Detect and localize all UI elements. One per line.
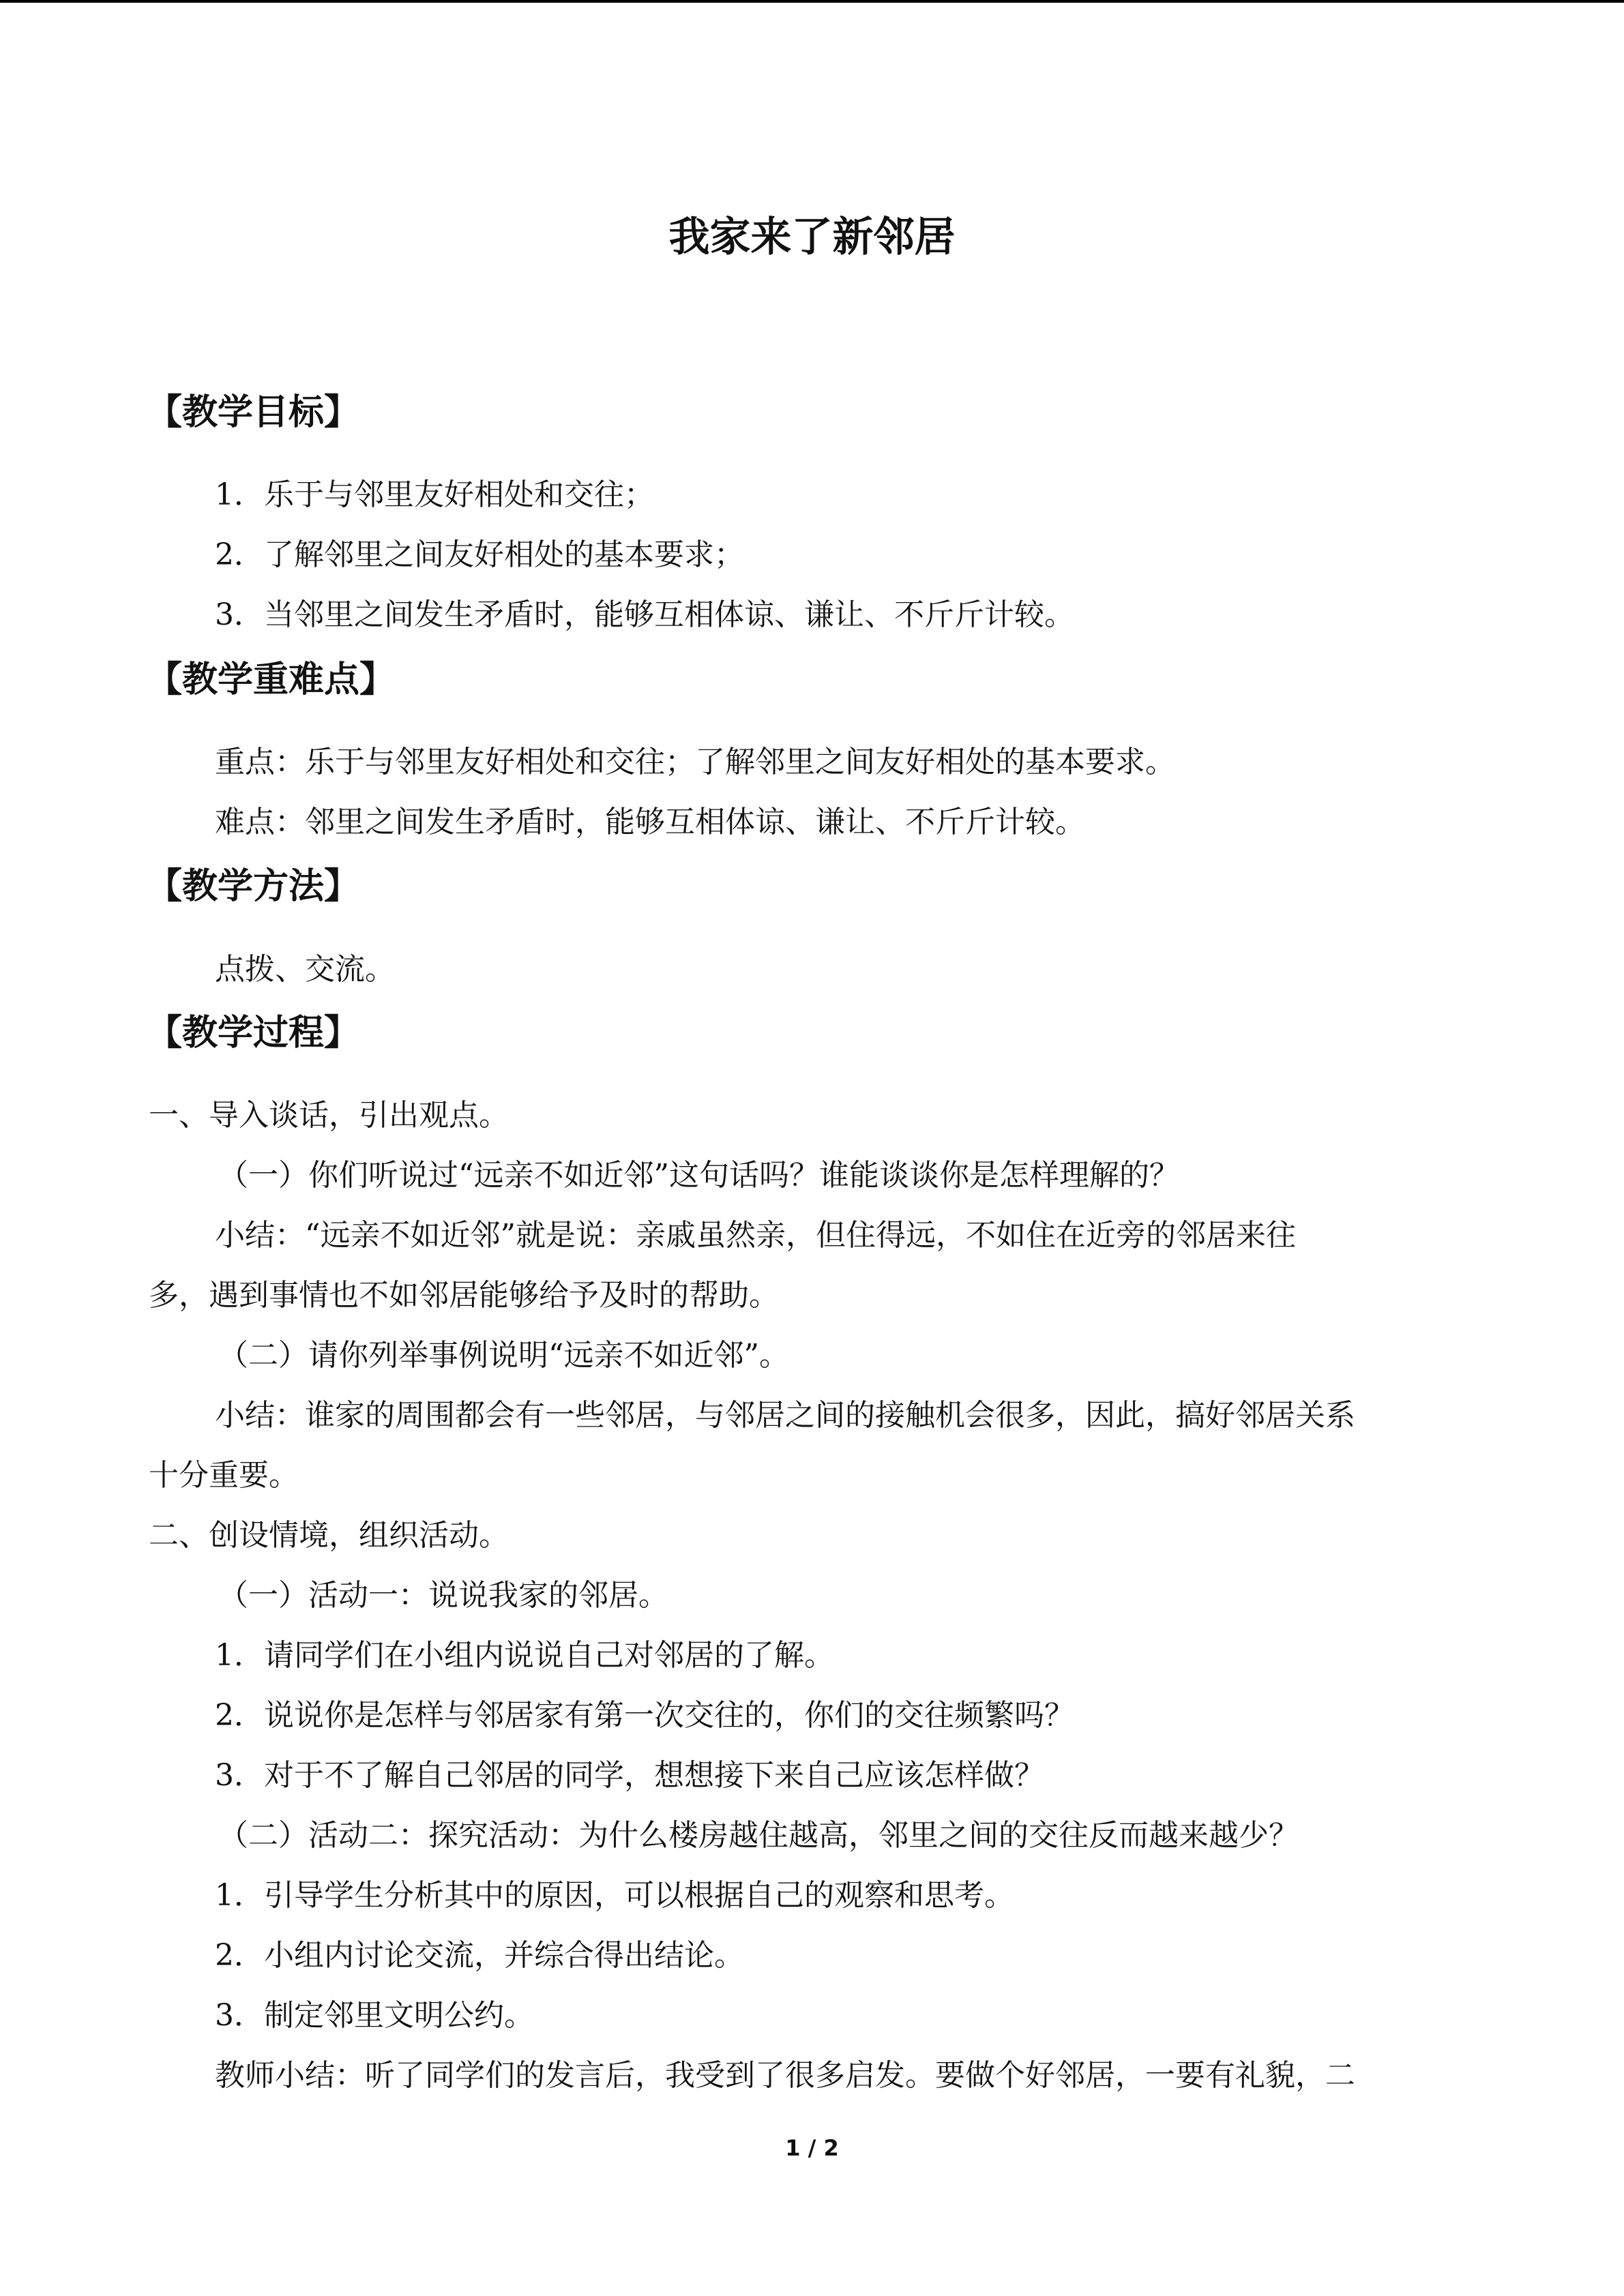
- process-line: （一）你们听说过“远亲不如近邻”这句话吗？谁能谈谈你是怎样理解的？: [218, 1158, 1179, 1193]
- section-heading-objectives: 【教学目标】: [147, 391, 360, 433]
- method-item: 点拨、交流。: [215, 952, 395, 987]
- process-line: 2．说说你是怎样与邻居家有第一次交往的，你们的交往频繁吗？: [215, 1698, 1074, 1733]
- section-heading-methods: 【教学方法】: [147, 865, 360, 907]
- process-line: 教师小结：听了同学们的发言后，我受到了很多启发。要做个好邻居，一要有礼貌，二: [215, 2058, 1355, 2093]
- document-title: 我家来了新邻居: [668, 213, 956, 261]
- process-line: 二、创设情境，组织活动。: [149, 1518, 509, 1553]
- section-heading-process: 【教学过程】: [147, 1012, 360, 1054]
- process-line: 小结：“远亲不如近邻”就是说：亲戚虽然亲，但住得远，不如住在近旁的邻居来往: [215, 1218, 1296, 1253]
- process-line: 多，遇到事情也不如邻居能够给予及时的帮助。: [149, 1278, 779, 1313]
- objective-item: 1．乐于与邻里友好相处和交往；: [215, 477, 654, 512]
- process-line: 3．对于不了解自己邻居的同学，想想接下来自己应该怎样做？: [215, 1758, 1044, 1793]
- key-point-item: 难点：邻里之间发生矛盾时，能够互相体谅、谦让、不斤斤计较。: [215, 805, 1085, 839]
- objective-item: 2．了解邻里之间友好相处的基本要求；: [215, 537, 744, 572]
- process-line: 十分重要。: [149, 1458, 299, 1493]
- process-line: （二）活动二：探究活动：为什么楼房越住越高，邻里之间的交往反而越来越少？: [218, 1818, 1299, 1853]
- top-border-line: [0, 0, 1624, 3]
- objective-item: 3．当邻里之间发生矛盾时，能够互相体谅、谦让、不斤斤计较。: [215, 597, 1074, 632]
- process-line: 一、导入谈话，引出观点。: [149, 1098, 509, 1133]
- process-line: 3．制定邻里文明公约。: [215, 1998, 534, 2033]
- process-line: 2．小组内讨论交流，并综合得出结论。: [215, 1938, 744, 1973]
- process-line: 1．引导学生分析其中的原因，可以根据自己的观察和思考。: [215, 1878, 1014, 1913]
- section-heading-key-points: 【教学重难点】: [147, 659, 396, 700]
- process-line: 小结：谁家的周围都会有一些邻居，与邻居之间的接触机会很多，因此，搞好邻居关系: [215, 1398, 1355, 1433]
- key-point-item: 重点：乐于与邻里友好相处和交往；了解邻里之间友好相处的基本要求。: [215, 745, 1175, 779]
- process-line: 1．请同学们在小组内说说自己对邻居的了解。: [215, 1638, 834, 1673]
- process-line: （二）请你列举事例说明“远亲不如近邻”。: [218, 1338, 789, 1373]
- page-number: 1 / 2: [785, 2135, 839, 2161]
- process-line: （一）活动一：说说我家的邻居。: [218, 1578, 668, 1613]
